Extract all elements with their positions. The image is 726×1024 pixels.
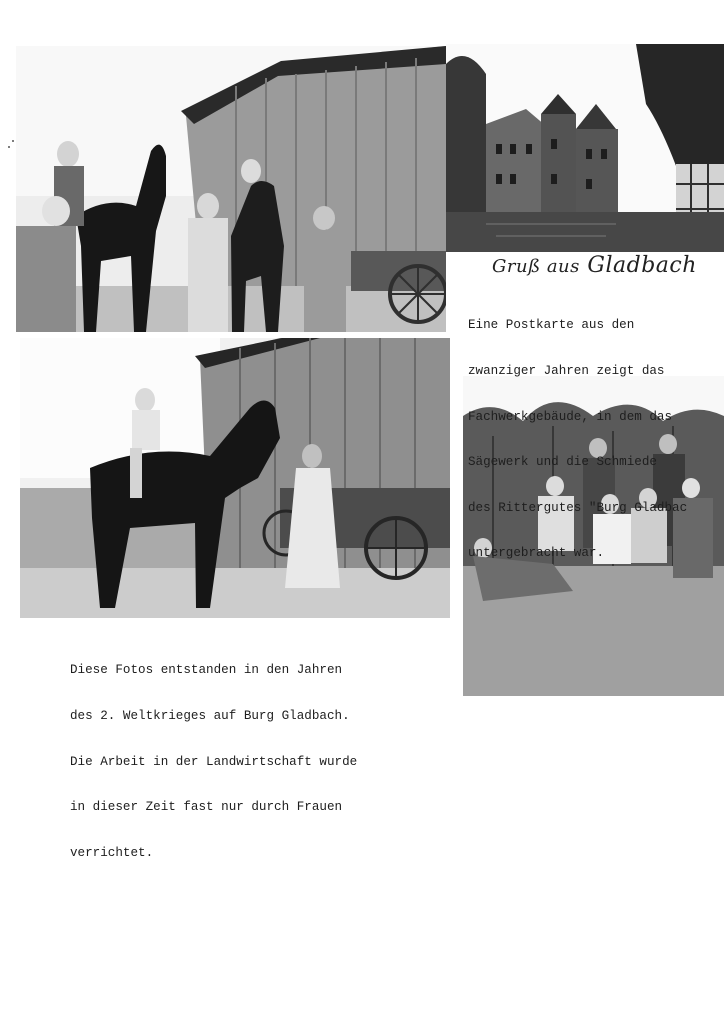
caption-line: des 2. Weltkrieges auf Burg Gladbach. xyxy=(70,709,350,724)
caption-war-photos xyxy=(70,633,357,876)
caption-line: Fachwerkgebäude, in dem das xyxy=(468,409,673,424)
caption-line: Diese Fotos entstanden in den Jahren xyxy=(70,663,343,678)
scan-speck xyxy=(8,146,10,148)
postcard-greeting-part2: Gladbach xyxy=(587,253,697,278)
caption-line: zwanziger Jahren zeigt das xyxy=(468,364,665,379)
photo-women-with-horses xyxy=(16,46,446,332)
postcard-greeting-title xyxy=(492,253,697,278)
caption-line: untergebracht war. xyxy=(468,546,605,561)
postcard-greeting-part1: Gruß aus xyxy=(492,256,580,277)
caption-line: Eine Postkarte aus den xyxy=(468,318,635,333)
caption-line: des Rittergutes "Burg Gladbac xyxy=(468,500,688,515)
caption-line: Sägewerk und die Schmiede xyxy=(468,455,657,470)
photo-woman-on-horse xyxy=(20,338,450,618)
caption-line: Die Arbeit in der Landwirtschaft wurde xyxy=(70,754,358,769)
photo-castle-postcard xyxy=(446,44,724,252)
caption-postcard xyxy=(468,288,687,577)
caption-line: verrichtet. xyxy=(70,845,154,860)
scan-speck xyxy=(12,140,14,142)
caption-line: in dieser Zeit fast nur durch Frauen xyxy=(70,800,343,815)
